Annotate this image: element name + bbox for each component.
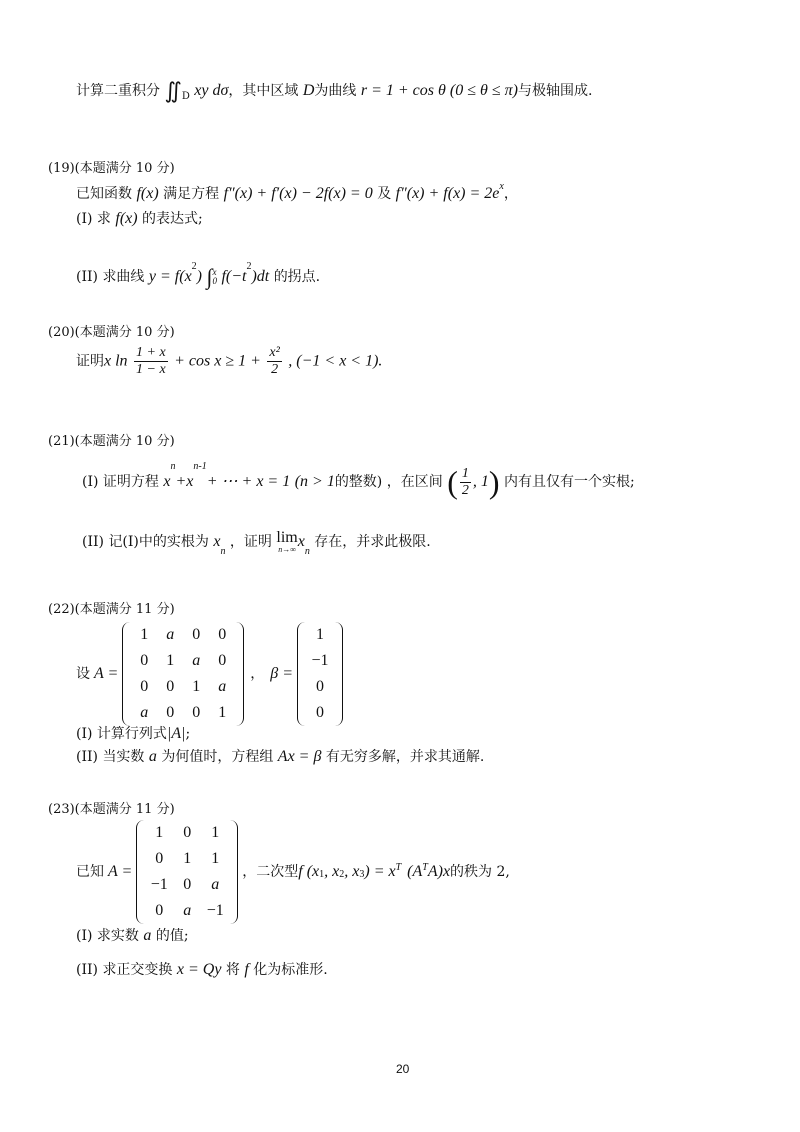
matrix-cell: 1: [211, 824, 220, 841]
q19-p1-fx: f(x): [115, 210, 138, 227]
q22-p2-b: 为何值时，方程组: [161, 749, 274, 765]
q23-part2: [76, 962, 328, 978]
q18-region-d: D: [302, 82, 315, 99]
superscript: T: [422, 862, 428, 873]
q22-part1: [76, 726, 190, 742]
q21-cond-a: (n > 1: [294, 473, 335, 490]
q22-det: |A|: [166, 725, 186, 742]
q19-eq2: f″(x) + f(x) = 2e: [395, 185, 500, 202]
q18-text-d: 与极轴围成.: [517, 83, 593, 99]
q23-header: (23)(本题满分 11 分): [48, 802, 175, 817]
q21-p2-a: 记(I)中的实根为: [108, 534, 209, 550]
q21-p1-a: 证明方程: [102, 474, 159, 490]
q21-p1-c: 内有且仅有一个实根;: [503, 474, 635, 490]
q20-mid: + cos x ≥ 1 +: [174, 352, 261, 370]
matrix-cell: 1: [155, 824, 164, 841]
q18-text-a: 计算二重积分: [76, 83, 160, 99]
q21-p2-c: 存在，并求此极限.: [314, 534, 431, 550]
q22-part2: [76, 749, 484, 765]
matrix-cell: a: [183, 902, 192, 919]
q21-part2: [82, 529, 431, 557]
page-number: 20: [396, 1062, 410, 1076]
q23-f: f (x: [298, 863, 320, 880]
q23-d: (A: [407, 863, 423, 880]
q18-text-c: 为曲线: [314, 83, 357, 99]
q23-f2: f: [244, 961, 249, 978]
q22-p2-label: (II): [76, 749, 98, 765]
superscript: T: [395, 862, 402, 873]
q23-p2-label: (II): [76, 962, 98, 978]
q19-t2: 满足方程: [163, 186, 220, 202]
matrix-cell: 0: [166, 704, 175, 721]
q19-p2-expr-d: )dt: [251, 268, 270, 285]
q19-p2-a: 求曲线: [102, 269, 145, 285]
q21-int-den: 2: [461, 482, 469, 498]
matrix-cell: 0: [183, 824, 192, 841]
q19-fx: f(x): [136, 185, 159, 202]
matrix-cell: a: [140, 704, 149, 721]
matrix-a: [136, 820, 238, 924]
integral-sign: ∫: [206, 264, 213, 289]
q23-a: a: [143, 927, 152, 944]
q21-n2: n-1: [193, 461, 207, 472]
matrix-cell: 0: [192, 704, 201, 721]
q19-eq2-sup: x: [499, 181, 504, 192]
q23-p2-b: 将: [225, 962, 240, 978]
q21-xn-sub: n: [220, 546, 226, 557]
matrix-a: [122, 622, 244, 726]
q19-part1: [76, 211, 203, 227]
q19-part2: [76, 261, 321, 289]
q19-p1-label: (I): [76, 211, 93, 227]
matrix-cell: a: [166, 626, 175, 643]
q21-int-b: , 1: [472, 473, 489, 490]
q19-eq1: f″(x) + f′(x) − 2f(x) = 0: [223, 185, 373, 202]
matrix-cell: 1: [192, 678, 201, 695]
q22-p1-label: (I): [76, 726, 93, 742]
q23-e: A)x: [427, 863, 451, 880]
q22-p2-a: 当实数: [102, 749, 145, 765]
q22-a: a: [148, 748, 157, 765]
q21-part1: (I) 证明方程 $x^n+x^{n-1}+$ ⋯ + x = 1 (n > 1的整数) ，在区间 ( $\frac{1}{2}$ , 1) 内有且仅有一个实根;: [82, 461, 635, 500]
q21-eq-c: + ⋯ + x = 1: [206, 473, 291, 490]
vector-cell: 1: [316, 626, 325, 643]
matrix-cell: 1: [183, 850, 192, 867]
matrix-cell: a: [218, 678, 227, 695]
vector-cell: 0: [316, 678, 325, 695]
matrix-cell: 0: [140, 652, 149, 669]
q23-a-eq: A =: [108, 863, 133, 880]
q19-p2-expr-b: ): [196, 268, 202, 285]
q18-integrand: xy dσ: [194, 82, 229, 99]
matrix-cell: 0: [218, 652, 227, 669]
q21-lim-sub: n→∞: [278, 545, 296, 554]
q20-header: (20)(本题满分 10 分): [48, 325, 175, 340]
matrix-cell: 0: [218, 626, 227, 643]
matrix-cell: 0: [140, 678, 149, 695]
q22-axb: Ax = β: [277, 748, 322, 765]
q20-a: 证明: [76, 353, 104, 370]
q19-header: (19)(本题满分 10 分): [48, 161, 175, 176]
q20-xln: x ln: [104, 352, 128, 370]
q19-p2-sq2: 2: [246, 261, 252, 272]
q21-p1-b: ，在区间: [386, 474, 443, 490]
q20-num2: x²: [269, 345, 280, 360]
q21-eq-x: x: [163, 473, 171, 490]
vector-cell: −1: [311, 652, 329, 669]
q23-comma-x: , x: [324, 863, 340, 880]
q23-p1-label: (I): [76, 928, 93, 944]
q19-p2-expr-c: f(−t: [221, 268, 247, 285]
matrix-cell: 1: [218, 704, 227, 721]
q23-p2-c: 化为标准形.: [253, 962, 328, 978]
double-integral-sign: ∬: [164, 78, 182, 103]
q20-den2: 2: [271, 362, 279, 377]
q23-p2-a: 求正交变换: [102, 962, 173, 978]
matrix-cell: a: [192, 652, 201, 669]
q22-p1-a: 计算行列式: [96, 726, 167, 742]
q23-p1-b: 的值;: [155, 928, 189, 944]
q19-p2-expr-a: y = f(x: [148, 268, 192, 285]
matrix-cell: 1: [211, 850, 220, 867]
q21-lim-x: x: [297, 533, 305, 550]
matrix-cell: −1: [150, 876, 168, 893]
q20-den: 1 − x: [136, 362, 166, 377]
q23-know: 已知: [76, 864, 104, 880]
q19-int-upper: x: [212, 267, 217, 277]
q21-n1: n: [170, 461, 176, 472]
q18-line: [76, 80, 592, 102]
q20-tail: , (−1 < x < 1).: [288, 352, 383, 370]
q20-num: 1 + x: [136, 345, 166, 360]
q18-text-b: ，其中区域: [228, 83, 299, 99]
q21-lim: lim: [276, 529, 298, 546]
q19-t3: 及: [377, 186, 392, 202]
subscript: 3: [359, 869, 365, 880]
subscript: 2: [339, 869, 345, 880]
q19-p1-a: 求: [96, 211, 111, 227]
matrix-cell: a: [211, 876, 220, 893]
matrix-cell: −1: [206, 902, 224, 919]
vector-cell: 0: [316, 704, 325, 721]
matrix-cell: 0: [155, 850, 164, 867]
q19-p2-sq: 2: [191, 261, 197, 272]
q21-p2-b: ，证明: [229, 534, 272, 550]
q20-line: [76, 346, 382, 377]
q21-eq-b: +x: [175, 473, 194, 490]
matrix-cell: 1: [166, 652, 175, 669]
q22-comma: ，: [250, 666, 265, 682]
q21-p2-label: (II): [82, 534, 104, 550]
matrix-cell: 0: [183, 876, 192, 893]
subscript: 1: [319, 869, 325, 880]
integral-region: D: [181, 90, 190, 102]
matrix-cell: 0: [166, 678, 175, 695]
q23-comma-x: , x: [344, 863, 360, 880]
q21-cond-b: 的整数): [334, 474, 383, 490]
q22-set: 设: [76, 666, 90, 682]
q23-matrix-line: [76, 820, 510, 924]
q19-p2-label: (II): [76, 269, 98, 285]
q18-curve: r = 1 + cos θ (0 ≤ θ ≤ π): [360, 82, 518, 99]
q23-b: ，二次型: [242, 864, 299, 880]
q19-t1: 已知函数: [76, 186, 132, 202]
matrix-cell: 0: [192, 626, 201, 643]
q22-matrices: [76, 622, 343, 726]
q23-c: ) = x: [364, 863, 396, 880]
q19-t4: ，: [503, 186, 518, 202]
q23-g: 的秩为 2,: [450, 864, 510, 880]
vector-beta: [297, 622, 343, 726]
matrix-cell: 0: [155, 902, 164, 919]
q23-p1-a: 求实数: [96, 928, 139, 944]
q21-int-num: 1: [461, 465, 469, 481]
q22-beta-eq: β =: [270, 665, 294, 682]
q22-header: (22)(本题满分 11 分): [48, 602, 175, 617]
matrix-cell: 1: [140, 626, 149, 643]
q19-line1: [76, 181, 518, 202]
q19-p1-b: 的表达式;: [142, 211, 203, 227]
q23-xqy: x = Qy: [176, 961, 222, 978]
q22-a-eq: A =: [94, 665, 119, 682]
q19-int-lower: 0: [212, 276, 217, 286]
q21-header: (21)(本题满分 10 分): [48, 434, 175, 449]
q22-p1-b: ;: [185, 726, 191, 742]
q21-xn: x: [213, 533, 221, 550]
q21-p1-label: (I): [82, 474, 99, 490]
q23-part1: [76, 928, 189, 944]
q21-lim-x-sub: n: [304, 546, 310, 557]
q22-p2-c: 有无穷多解，并求其通解.: [325, 749, 485, 765]
q19-p2-b: 的拐点.: [273, 269, 321, 285]
